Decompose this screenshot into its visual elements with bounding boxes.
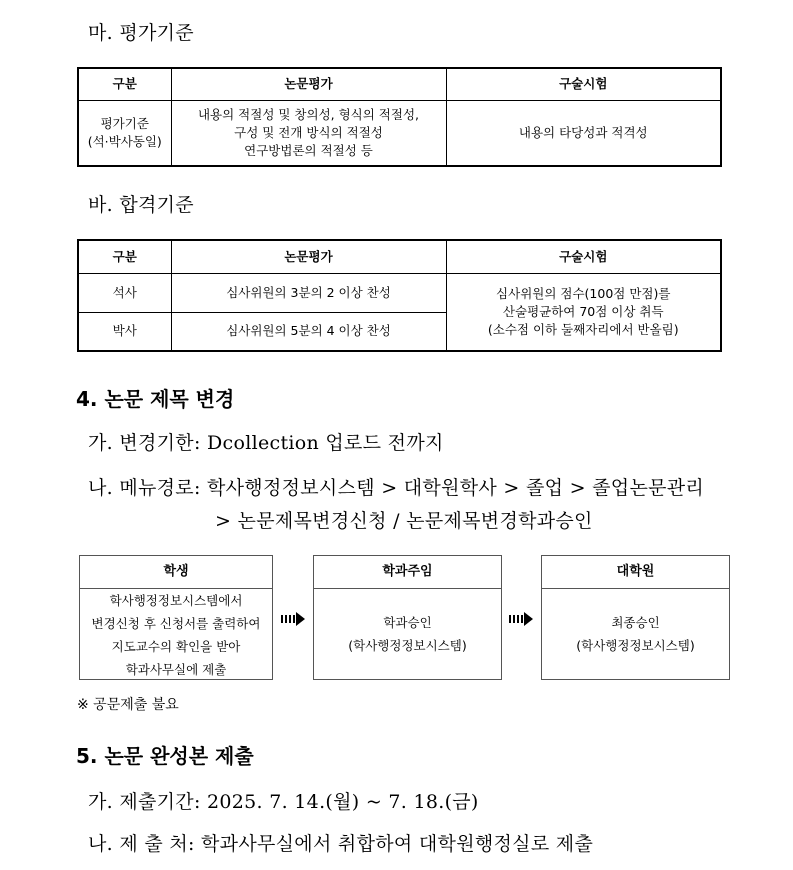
flow-step-student bbox=[79, 555, 273, 680]
table-cell-oral-criteria: 심사위원의 점수(100점 만점)를 산술평균하여 70점 이상 취득 (소수점 이하 둘째자리에서 반올림) bbox=[446, 273, 721, 351]
section-ma-title: 마. 평가기준 bbox=[88, 22, 194, 44]
pass-criteria-table bbox=[77, 239, 722, 352]
table-cell-paper: 내용의 적절성 및 창의성, 형식의 적절성, 구성 및 전개 방식의 적절성 연구방법론의 적절성 등 bbox=[171, 100, 446, 166]
table-header-oral: 구술시험 bbox=[446, 240, 721, 273]
menu-path-text-continued: > 논문제목변경신청 / 논문제목변경학과승인 bbox=[215, 510, 593, 532]
official-document-note: ※ 공문제출 불요 bbox=[77, 697, 179, 713]
submission-period-text: 가. 제출기간: 2025. 7. 14.(월) ~ 7. 18.(금) bbox=[88, 791, 479, 813]
change-deadline-text: 가. 변경기한: Dcollection 업로드 전까지 bbox=[88, 432, 444, 454]
flow-step-title: 학과주임 bbox=[314, 556, 501, 589]
table-cell-oral: 내용의 타당성과 적격성 bbox=[446, 100, 721, 166]
evaluation-criteria-table bbox=[77, 67, 722, 167]
table-header-category: 구분 bbox=[78, 240, 171, 273]
table-header-category: 구분 bbox=[78, 68, 171, 100]
submission-place-text: 나. 제 출 처: 학과사무실에서 취합하여 대학원행정실로 제출 bbox=[88, 833, 594, 855]
table-header-oral: 구술시험 bbox=[446, 68, 721, 100]
flow-step-body: 학과승인 (학사행정정보시스템) bbox=[348, 615, 467, 653]
flow-step-department-head bbox=[313, 555, 502, 680]
section-4-heading: 4. 논문 제목 변경 bbox=[76, 387, 235, 411]
table-cell-doctoral: 박사 bbox=[78, 312, 171, 351]
section-5-heading: 5. 논문 완성본 제출 bbox=[76, 744, 254, 768]
table-header-paper: 논문평가 bbox=[171, 68, 446, 100]
menu-path-text: 나. 메뉴경로: 학사행정정보시스템 > 대학원학사 > 졸업 > 졸업논문관리 bbox=[88, 477, 705, 499]
flow-step-title: 학생 bbox=[80, 556, 272, 589]
table-cell-masters-paper: 심사위원의 3분의 2 이상 찬성 bbox=[171, 273, 446, 312]
flow-step-title: 대학원 bbox=[542, 556, 729, 589]
flow-step-body: 최종승인 (학사행정정보시스템) bbox=[576, 615, 695, 653]
flow-step-body: 학사행정정보시스템에서 변경신청 후 신청서를 출력하여 지도교수의 확인을 받아 학과사무실에 제출 bbox=[91, 593, 261, 677]
table-cell-masters: 석사 bbox=[78, 273, 171, 312]
section-ba-title: 바. 합격기준 bbox=[88, 194, 194, 216]
right-arrow-icon bbox=[509, 612, 533, 626]
table-header-paper: 논문평가 bbox=[171, 240, 446, 273]
table-cell-doctoral-paper: 심사위원의 5분의 4 이상 찬성 bbox=[171, 312, 446, 351]
table-cell-category: 평가기준 (석·박사동일) bbox=[78, 100, 171, 166]
right-arrow-icon bbox=[281, 612, 305, 626]
flow-step-graduate-school bbox=[541, 555, 730, 680]
